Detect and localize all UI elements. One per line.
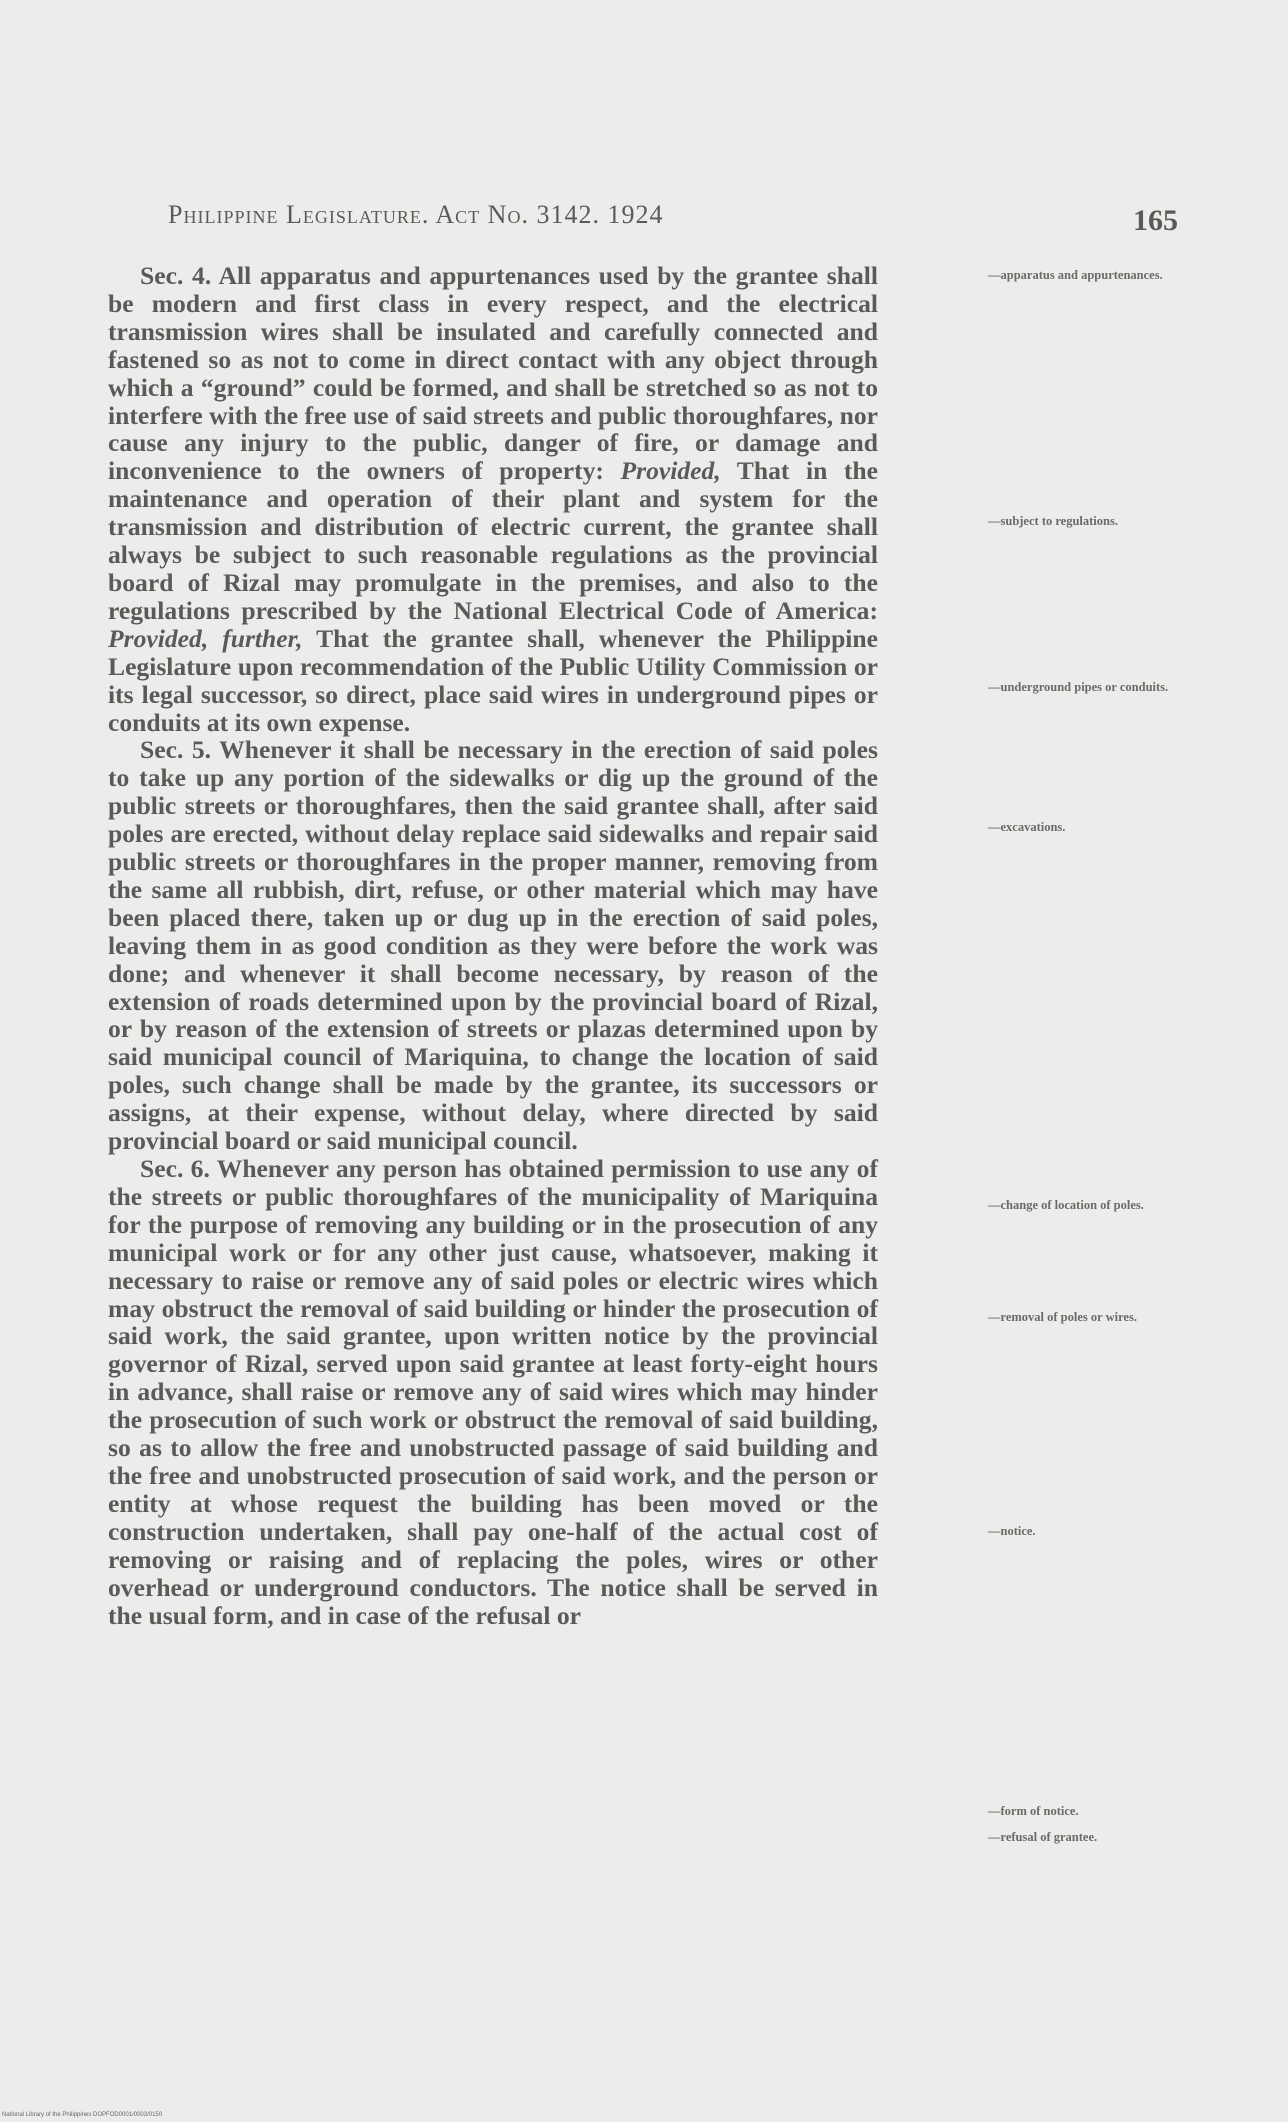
margin-note-excavations: —excavations.	[988, 820, 1066, 834]
margin-note-refusal: —refusal of grantee.	[988, 1830, 1098, 1844]
margin-note-underground: —underground pipes or conduits.	[988, 680, 1169, 694]
section-text: Sec. 6. Whenever any person has obtained permission to use any of the streets or public thoroughfares of the municipality of Mariquina for the purpose of removing any building or in the prosecution of any municipal work or for any other just cause, whatsoever, making it necessary to raise or remove any of said poles or electric wires which may obstruct the removal of said building or hinder the prosecution of said work, the said grantee, upon written notice by the provincial governor of Rizal, served upon said grantee at least forty-eight hours in advance, shall raise or remove any of said wires which may hinder the prosecution of such work or obstruct the removal of said building, so as to allow the free and unobstructed passage of said building and the free and unobstructed prosecution of said work, and the person or entity at whose request the building has been moved or the construction undertaken, shall pay one-half of the actual cost of removing or raising and of replacing the poles, wires or other overhead or underground conductors. The notice shall be served in the usual form, and in case of the refusal or	[108, 1154, 878, 1630]
margin-note-regulations: —subject to regulations.	[988, 514, 1118, 528]
section-text: Sec. 5. Whenever it shall be necessary in the erection of said poles to take up any portion of the sidewalks or dig up the ground of the public streets or thoroughfares, then the said grantee shall, after said poles are erected, without delay replace said sidewalks and repair said public streets or thoroughfares in the proper manner, removing from the same all rubbish, dirt, refuse, or other material which may have been placed there, taken up or dug up in the erection of said poles, leaving them in as good condition as they were before the work was done; and whenever it shall become necessary, by reason of the extension of roads determined upon by the provincial board of Rizal, or by reason of the extension of streets or plazas determined upon by said municipal council of Mariquina, to change the location of said poles, such change shall be made by the grantee, its successors or assigns, at their expense, without delay, where directed by said provincial board or said municipal council.	[108, 735, 878, 1156]
scan-footer: National Library of the Philippines DOPFOD0001/0003/0150	[2, 2112, 163, 2118]
margin-note-notice: —notice.	[988, 1524, 1036, 1538]
margin-note-apparatus: —apparatus and appurtenances.	[988, 268, 1163, 282]
section-text: That in the maintenance and operation of their plant and system for the transmission and distribution of electric current, the grantee shall always be subject to such reasonable regulations as the provincial board of Rizal may promulgate in the premises, and also to the regulations prescribed by the National Electrical Code of America:	[108, 456, 878, 625]
page-header	[168, 200, 1178, 240]
section-text: Sec. 4. All apparatus and appurtenances used by the grantee shall be modern and first class in every respect, and the electrical transmission wires shall be insulated and carefully connected and fastened so as not to come in direct contact with any object through which a “ground” could be formed, and shall be stretched so as not to interfere with the free use of said streets and public thoroughfares, nor cause any injury to the public, danger of fire, or damage and inconvenience to the owners of property:	[108, 261, 878, 486]
section-5	[108, 736, 878, 1155]
margin-note-removal: —removal of poles or wires.	[988, 1310, 1137, 1324]
margin-note-form: —form of notice.	[988, 1804, 1079, 1818]
section-text: That the grantee shall, whenever the Philippine Legislature upon recommendation of the Public Utility Commission or its legal successor, so direct, place said wires in underground pipes or conduits at its own expense.	[108, 623, 879, 737]
page-number: 165	[1133, 204, 1178, 237]
proviso-text: Provided, further,	[108, 623, 303, 653]
running-head: Philippine Legislature. Act No. 3142. 1924	[168, 200, 664, 229]
section-6	[108, 1155, 878, 1629]
section-4	[108, 262, 878, 736]
body-text	[108, 261, 1169, 1844]
margin-note-location: —change of location of poles.	[988, 1198, 1144, 1212]
proviso-text: Provided,	[620, 456, 721, 486]
